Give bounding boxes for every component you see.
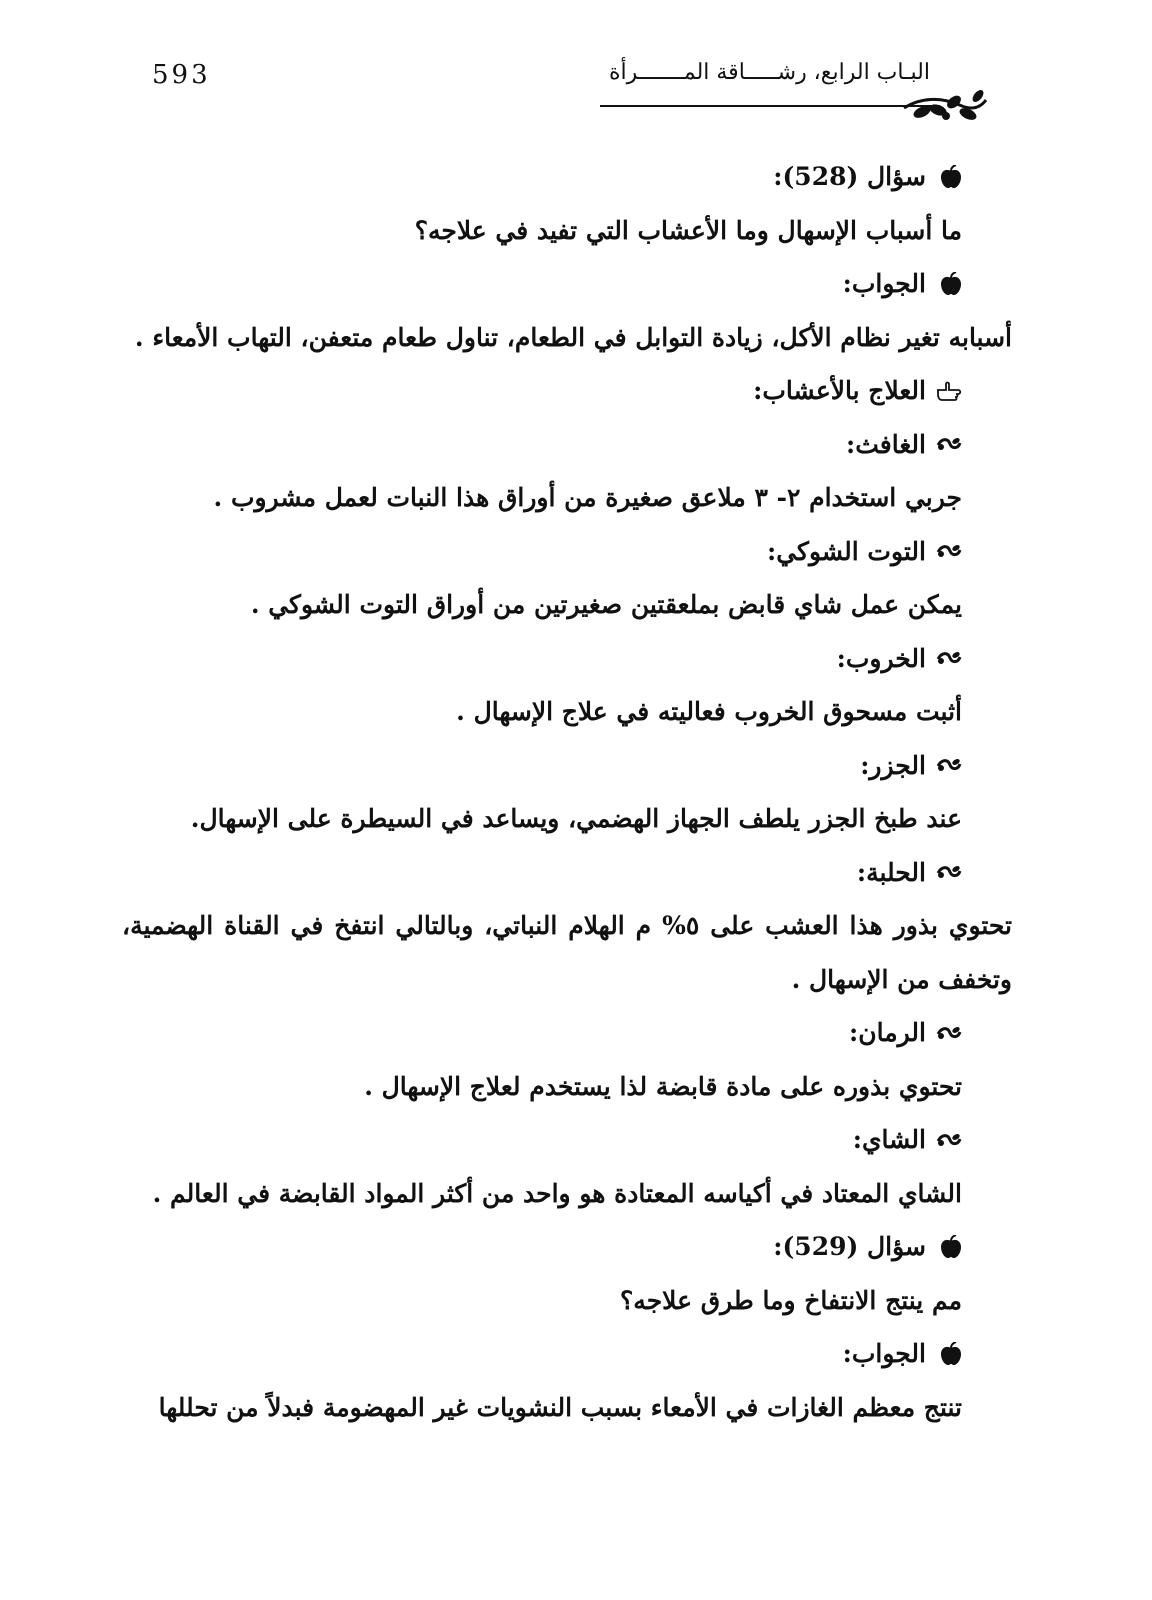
pointing-hand-icon [936, 380, 962, 402]
label-text: العلاج بالأعشاب: [753, 376, 926, 405]
paragraph: أثبت مسحوق الخروب فعاليته في علاج الإسهال . [456, 697, 962, 726]
paragraph: تحتوي بذور هذا العشب على ٥% م الهلام النباتي، وبالتالي انتفخ في القناة الهضمية، وتخفف من الإسهال . [122, 911, 1012, 994]
paragraph: تنتج معظم الغازات في الأمعاء بسبب النشويات غير المهضومة فبدلاً من تحللها [158, 1392, 962, 1422]
leaf-ornament-icon [936, 1132, 962, 1148]
label-text: سؤال (528): [773, 162, 926, 191]
section-label [122, 1220, 962, 1274]
label-text: الخروب: [836, 643, 926, 673]
running-head: البـاب الرابع، رشـــــاقة المـــــــرأة [608, 60, 930, 85]
section-label [122, 1113, 962, 1167]
label-text: الغافث: [846, 429, 926, 459]
paragraph: الشاي المعتاد في أكياسه المعتادة هو واحد من أكثر المواد القابضة في العالم . [152, 1178, 962, 1208]
label-text: الشاي: [852, 1125, 926, 1154]
section-label [122, 418, 962, 472]
leaf-ornament-icon [936, 543, 962, 559]
label-text: الحلبة: [856, 857, 926, 887]
label-text: سؤال (529): [773, 1232, 926, 1261]
paragraph: جربي استخدام ٢- ٣ ملاعق صغيرة من أوراق هذا النبات لعمل مشروب . [213, 483, 962, 512]
page-number: 593 [152, 60, 211, 90]
page-body [122, 150, 1012, 1434]
apple-icon [936, 165, 962, 189]
section-label [122, 739, 962, 793]
label-text: الجواب: [842, 269, 926, 298]
apple-icon [936, 272, 962, 296]
header-rule [600, 105, 940, 107]
section-label [122, 632, 962, 686]
paragraph: عند طبخ الجزر يلطف الجهاز الهضمي، ويساعد في السيطرة على الإسهال. [190, 804, 962, 833]
paragraph: يمكن عمل شاي قابض بملعقتين صغيرتين من أوراق التوت الشوكي . [250, 590, 962, 619]
label-text: الرمان: [849, 1018, 926, 1047]
leaf-ornament-icon [936, 650, 962, 666]
paragraph: مم ينتج الانتفاخ وما طرق علاجه؟ [620, 1285, 962, 1315]
paragraph: ما أسباب الإسهال وما الأعشاب التي تفيد في علاجه؟ [414, 215, 962, 245]
section-label [122, 364, 962, 418]
apple-icon [936, 1235, 962, 1259]
section-label [122, 846, 962, 900]
label-text: الجواب: [842, 1339, 926, 1368]
leaf-ornament-icon [936, 864, 962, 880]
paragraph: أسبابه تغير نظام الأكل، زيادة التوابل في الطعام، تناول طعام متعفن، التهاب الأمعاء . [134, 322, 1012, 352]
section-label [122, 257, 962, 311]
floral-ornament-icon [900, 86, 990, 134]
leaf-ornament-icon [936, 1025, 962, 1041]
leaf-ornament-icon [936, 757, 962, 773]
section-label [122, 150, 962, 204]
section-label [122, 525, 962, 579]
paragraph: تحتوي بذوره على مادة قابضة لذا يستخدم لعلاج الإسهال . [364, 1071, 962, 1101]
label-text: الجزر: [860, 750, 926, 780]
apple-icon [936, 1342, 962, 1366]
leaf-ornament-icon [936, 436, 962, 452]
section-label [122, 1327, 962, 1381]
section-label [122, 1006, 962, 1060]
label-text: التوت الشوكي: [766, 536, 926, 566]
